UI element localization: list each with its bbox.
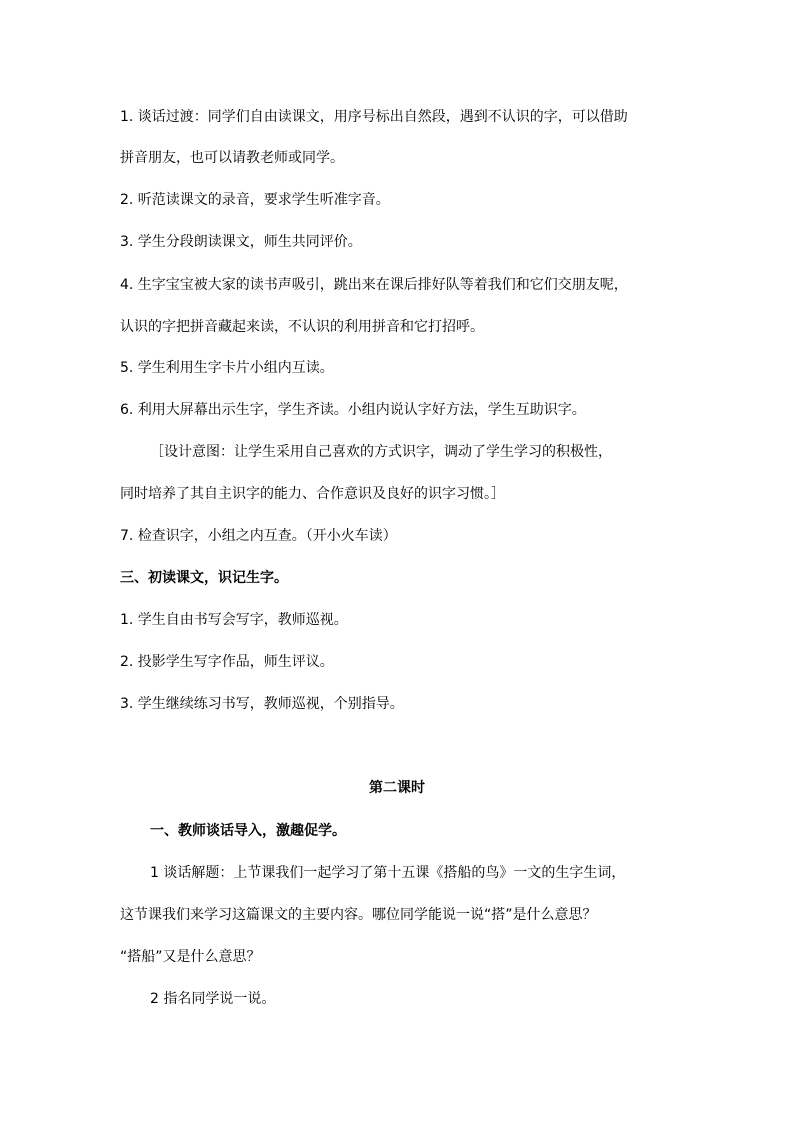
paragraph-line: 1. 谈话过渡：同学们自由读课文，用序号标出自然段，遇到不认识的字，可以借助 [120,109,628,125]
paragraph-line: 3. 学生分段朗读课文，师生共同评价。 [120,234,362,250]
paragraph-line: 2. 投影学生写字作品，师生评议。 [120,654,334,670]
design-intent-line: 同时培养了其自主识字的能力、合作意识及良好的识字习惯。］ [120,486,505,502]
lesson-title: 第二课时 [369,780,425,796]
paragraph-line: 7. 检查识字，小组之内互查。（开小火车读） [120,528,397,544]
paragraph-line: 1 谈话解题：上节课我们一起学习了第十五课《搭船的鸟》一文的生字生词， [150,865,626,881]
paragraph-line: 5. 学生利用生字卡片小组内互读。 [120,360,334,376]
paragraph-line: “搭船”又是什么意思？ [120,949,261,965]
paragraph-line: 3. 学生继续练习书写，教师巡视，个别指导。 [120,696,404,712]
design-intent-line: ［设计意图：让学生采用自己喜欢的方式识字，调动了学生学习的积极性， [150,444,612,460]
paragraph-line: 拼音朋友，也可以请教老师或同学。 [120,150,344,166]
paragraph-line: 认识的字把拼音藏起来读，不认识的利用拼音和它打招呼。 [120,319,484,335]
paragraph-line: 1. 学生自由书写会写字，教师巡视。 [120,612,348,628]
paragraph-line: 4. 生字宝宝被大家的读书声吸引，跳出来在课后排好队等着我们和它们交朋友呢， [120,277,628,293]
section-heading: 一、教师谈话导入，激趣促学。 [150,823,346,839]
paragraph-line: 这节课我们来学习这篇课文的主要内容。哪位同学能说一说“搭”是什么意思？ [120,907,597,923]
paragraph-line: 6. 利用大屏幕出示生字，学生齐读。小组内说认字好方法，学生互助识字。 [120,402,586,418]
paragraph-line: 2. 听范读课文的录音，要求学生听准字音。 [120,192,390,208]
section-heading: 三、初读课文，识记生字。 [120,570,288,586]
paragraph-line: 2 指名同学说一说。 [150,991,276,1007]
